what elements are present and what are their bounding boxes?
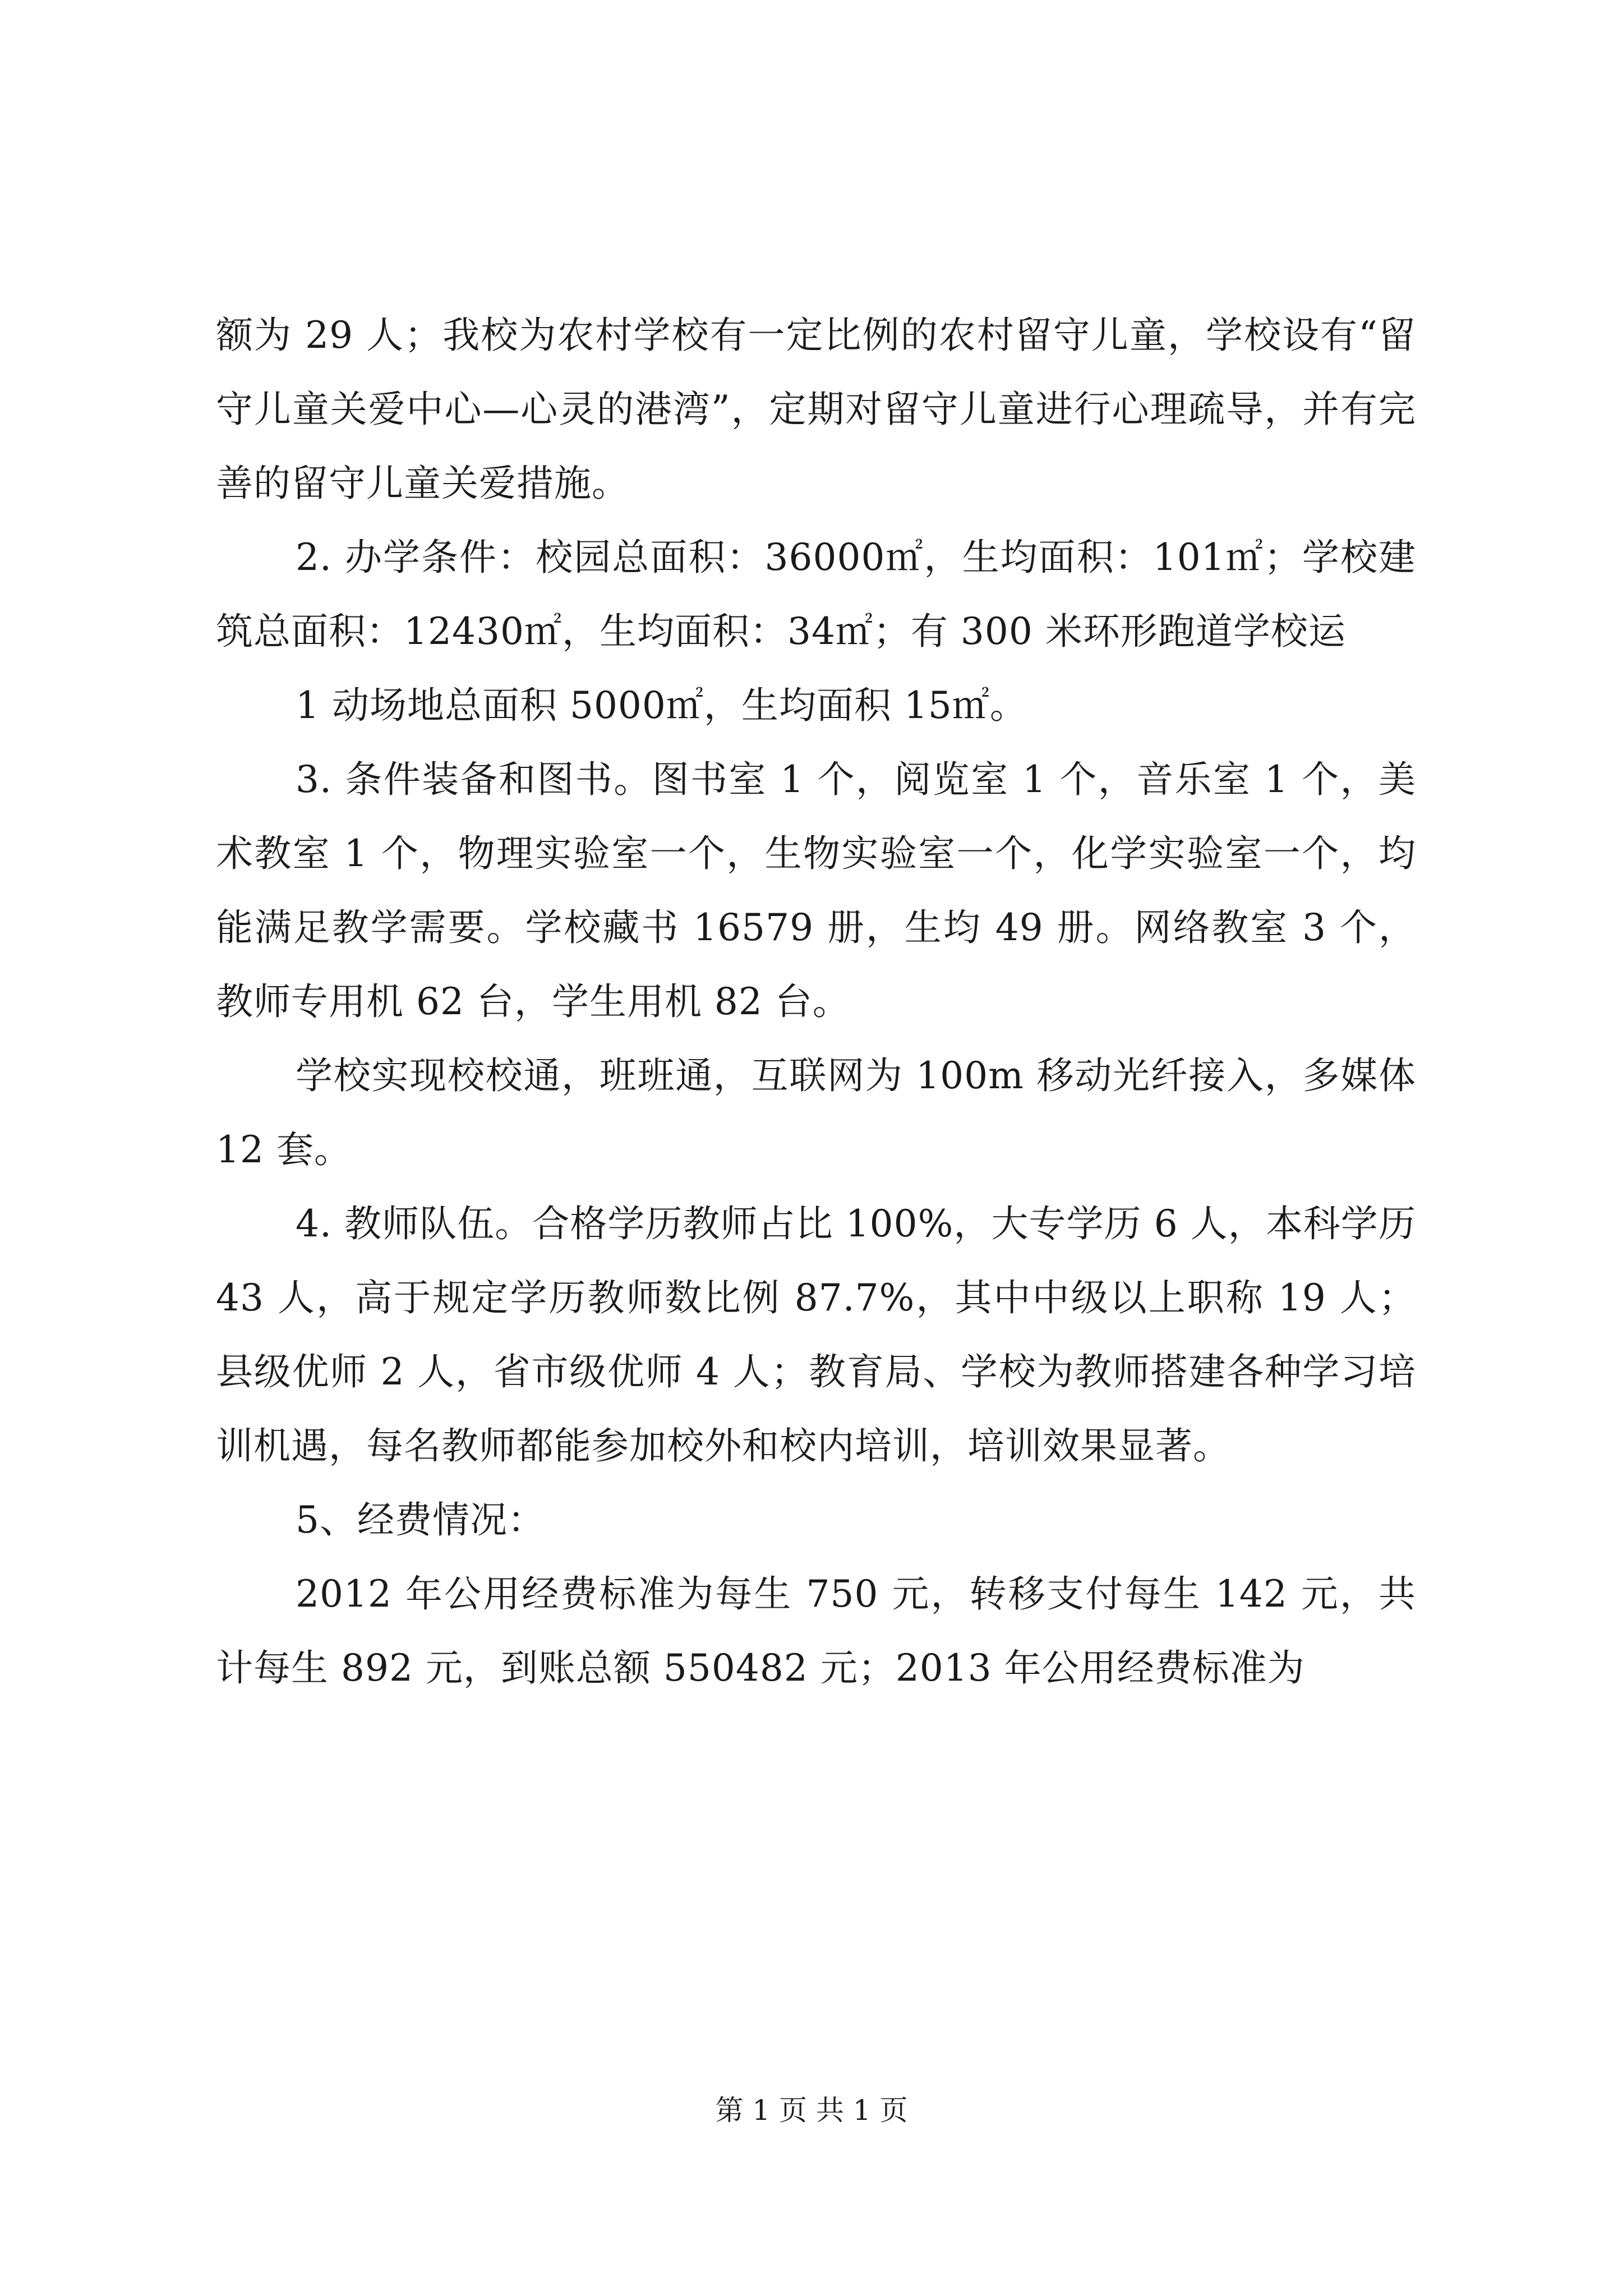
paragraph-network: 学校实现校校通，班班通，互联网为 100m 移动光纤接入，多媒体 12 套。 [216, 1054, 1416, 1171]
paragraph-sports-ground: 1 动场地总面积 5000㎡，生均面积 15㎡。 [296, 684, 1027, 727]
paragraph-school-conditions: 2. 办学条件：校园总面积：36000㎡，生均面积：101㎡；学校建筑总面积：12430㎡，生均面积：34㎡；有 300 米环形跑道学校运 [216, 536, 1416, 653]
paragraph-left-behind-children: 额为 29 人；我校为农村学校有一定比例的农村留守儿童，学校设有“留守儿童关爱中心—心灵的港湾”，定期对留守儿童进行心理疏导，并有完善的留守儿童关爱措施。 [216, 314, 1416, 505]
paragraph-equipment-library: 3. 条件装备和图书。图书室 1 个，阅览室 1 个，音乐室 1 个，美术教室 1 个，物理实验室一个，生物实验室一个，化学实验室一个，均能满足教学需要。学校藏书 16579 册，生均 49 册。网络教室 3 个，教师专用机 62 台，学生用机 82 台。 [216, 758, 1416, 1023]
document-body [216, 298, 1416, 1705]
paragraph-teachers: 4. 教师队伍。合格学历教师占比 100%，大专学历 6 人，本科学历 43 人，高于规定学历教师数比例 87.7%，其中中级以上职称 19 人；县级优师 2 人，省市级优师 4 人；教育局、学校为教师搭建各种学习培训机遇，每名教师都能参加校外和校内培训，培训效果显著。 [216, 1202, 1416, 1467]
paragraph-funding-details: 2012 年公用经费标准为每生 750 元，转移支付每生 142 元，共计每生 892 元，到账总额 550482 元；2013 年公用经费标准为 [216, 1572, 1416, 1690]
paragraph-funding-heading: 5、经费情况： [296, 1498, 545, 1542]
page-footer: 第 1 页 共 1 页 [715, 2094, 908, 2127]
